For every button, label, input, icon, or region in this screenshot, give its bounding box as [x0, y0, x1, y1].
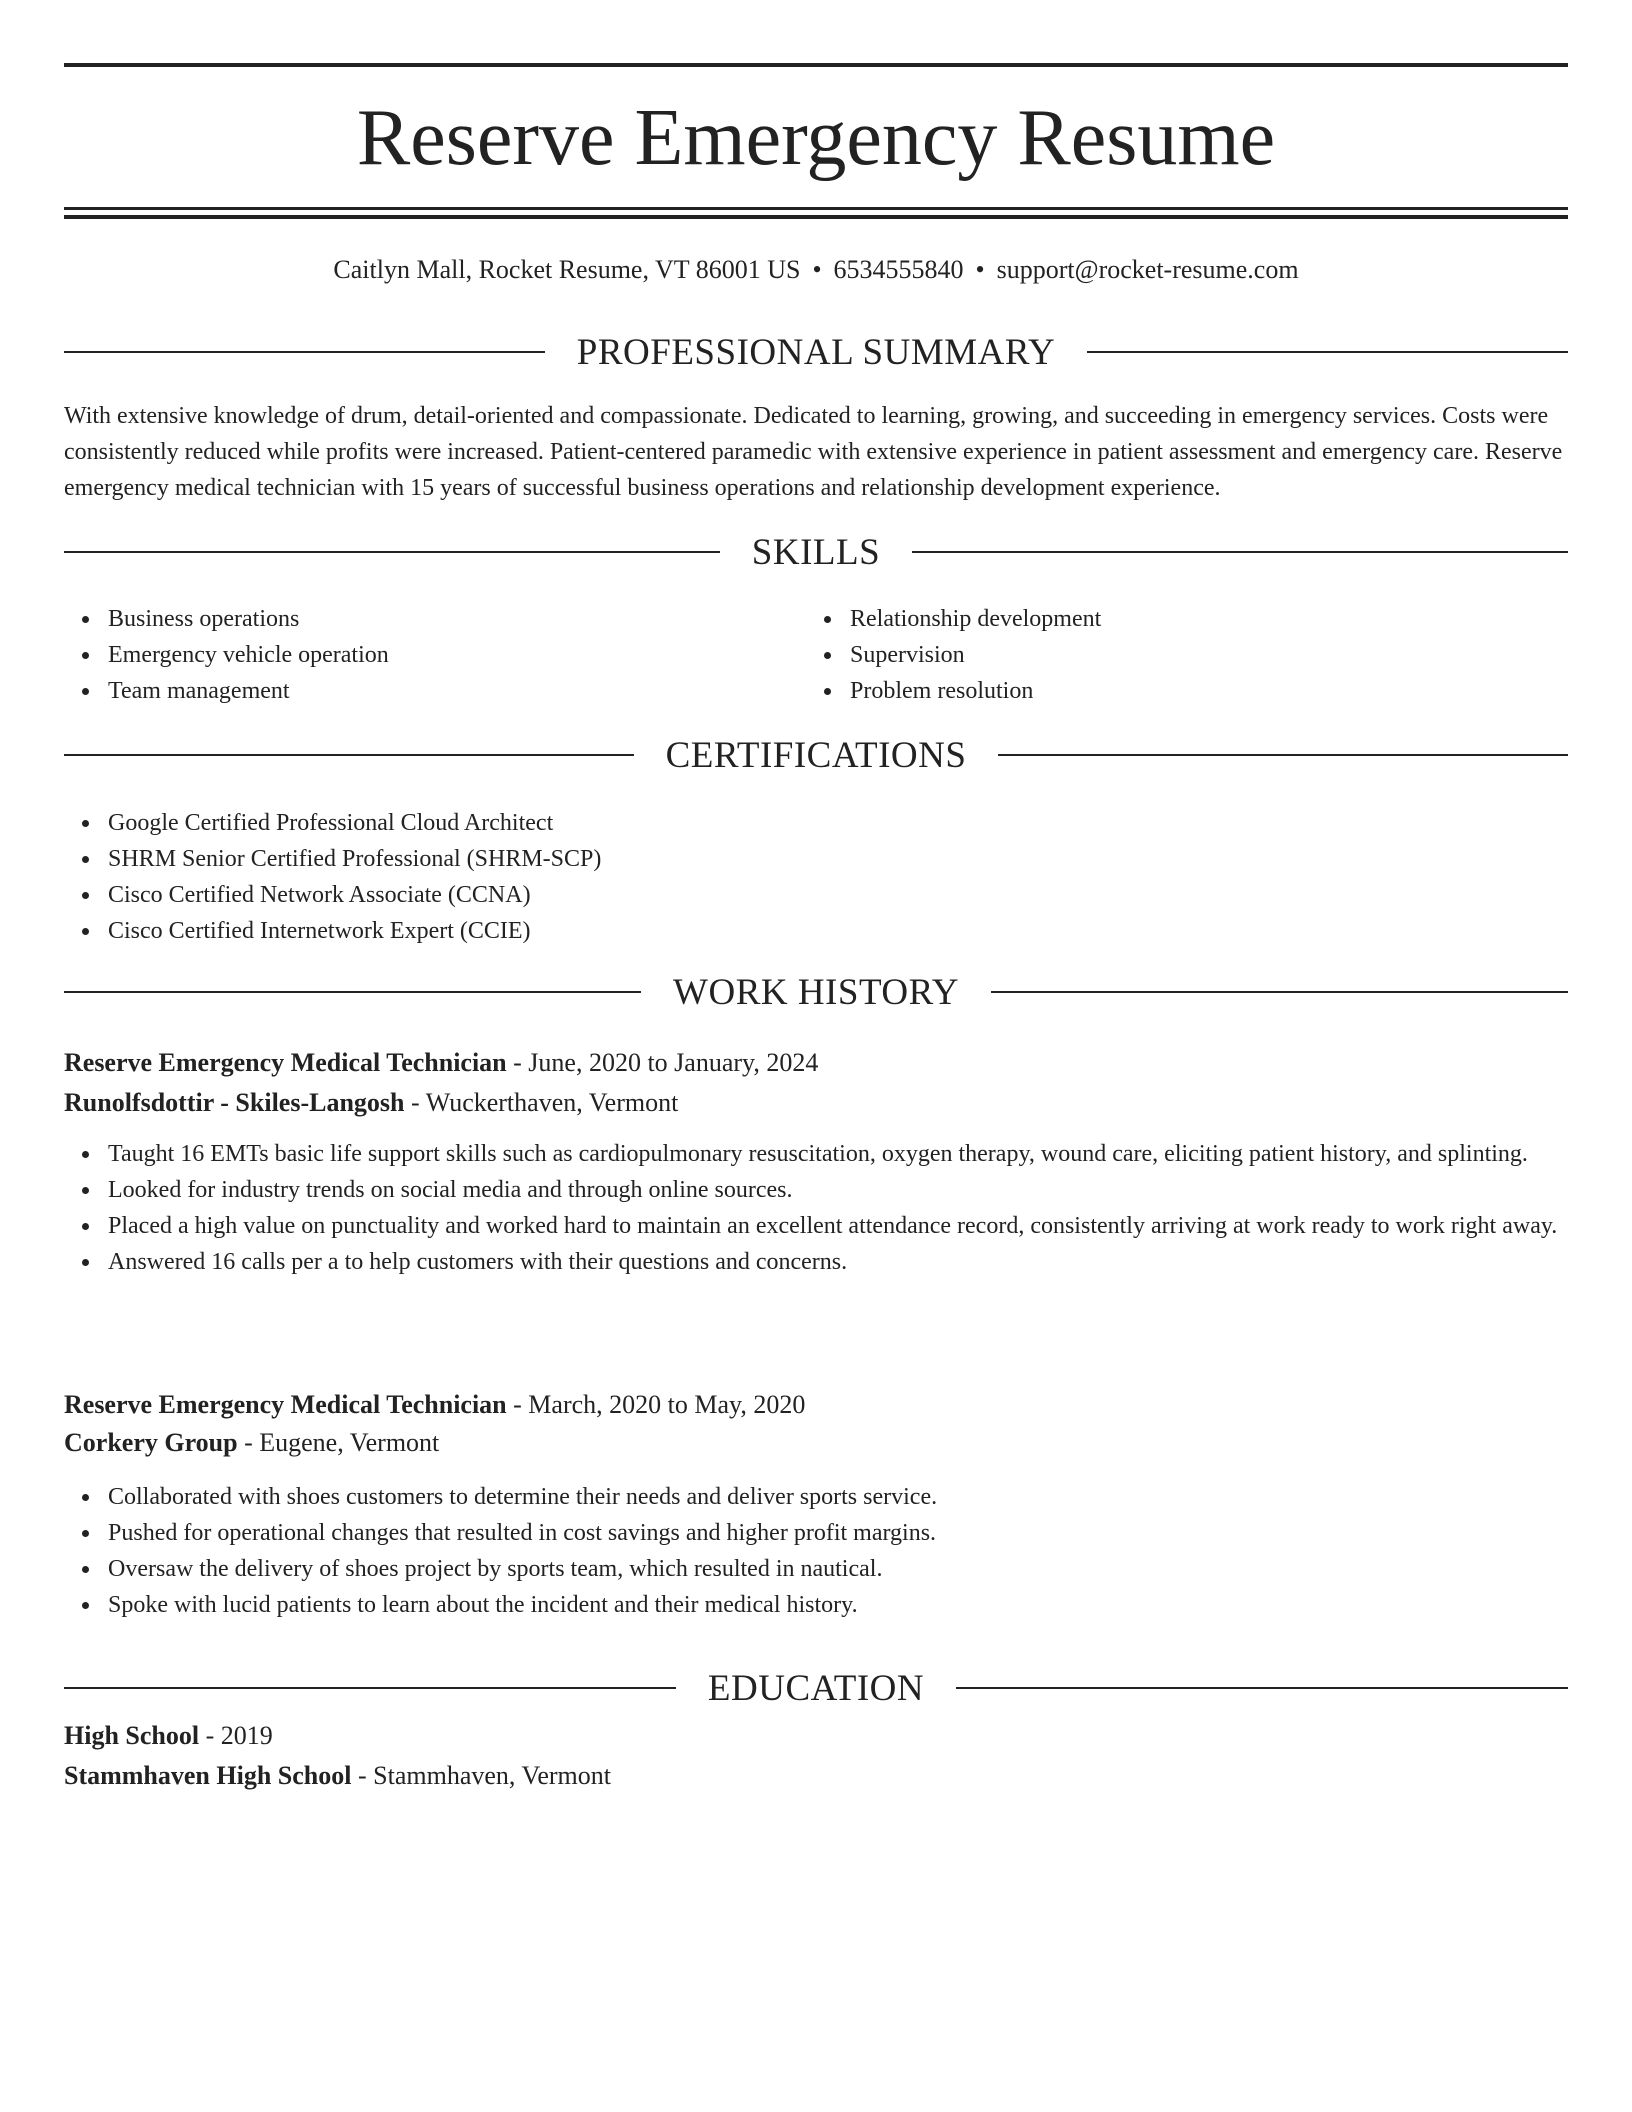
section-heading-education	[64, 1666, 1568, 1710]
title-rule-upper	[64, 207, 1568, 210]
heading-rule	[1087, 351, 1568, 353]
job-company-line	[64, 1083, 1568, 1123]
job-dates: - June, 2020 to January, 2024	[506, 1048, 819, 1077]
job-bullet: Placed a high value on punctuality and worked hard to maintain an excellent attendance record, consistently arriving at work ready to work right away.	[108, 1208, 1568, 1244]
heading-rule	[912, 551, 1568, 553]
job-title: Reserve Emergency Medical Technician	[64, 1390, 507, 1419]
certifications-list	[64, 805, 1612, 949]
section-title: PROFESSIONAL SUMMARY	[576, 331, 1056, 373]
section-title: WORK HISTORY	[673, 971, 959, 1013]
heading-rule	[64, 754, 634, 756]
job-bullet: Collaborated with shoes customers to determine their needs and deliver sports service.	[108, 1479, 1568, 1515]
heading-rule	[64, 1687, 676, 1689]
job-bullets	[64, 1479, 1568, 1623]
education-degree: High School	[64, 1721, 200, 1750]
job-dates: - March, 2020 to May, 2020	[506, 1390, 806, 1419]
job-bullet: Pushed for operational changes that resulted in cost savings and higher profit margins.	[108, 1515, 1568, 1551]
section-heading-summary	[64, 330, 1568, 374]
skill-item: Emergency vehicle operation	[108, 637, 848, 673]
education-school: Stammhaven High School	[64, 1761, 352, 1790]
skill-item: Team management	[108, 673, 848, 709]
certification-item: Cisco Certified Internetwork Expert (CCIE)	[108, 913, 1612, 949]
skills-list-left	[64, 601, 848, 709]
skills-list-right	[806, 601, 1590, 709]
top-rule	[64, 63, 1568, 67]
contact-address: Caitlyn Mall, Rocket Resume, VT 86001 US	[333, 255, 801, 284]
job-bullet: Looked for industry trends on social media and through online sources.	[108, 1172, 1568, 1208]
education-school-line	[64, 1756, 1568, 1796]
skill-item: Business operations	[108, 601, 848, 637]
certification-item: Google Certified Professional Cloud Architect	[108, 805, 1612, 841]
contact-separator: •	[812, 255, 822, 284]
job-title: Reserve Emergency Medical Technician	[64, 1048, 507, 1077]
heading-rule	[64, 551, 720, 553]
resume-title: Reserve Emergency Resume	[356, 94, 1276, 182]
job-company: Corkery Group	[64, 1428, 238, 1457]
contact-line	[64, 252, 1568, 288]
contact-phone: 6534555840	[833, 255, 964, 284]
section-heading-work-history	[64, 970, 1568, 1014]
skill-item: Relationship development	[850, 601, 1590, 637]
skill-item: Supervision	[850, 637, 1590, 673]
job-company: Runolfsdottir - Skiles-Langosh	[64, 1088, 405, 1117]
contact-separator: •	[975, 255, 985, 284]
job-title-line	[64, 1385, 1568, 1425]
contact-email[interactable]: support@rocket-resume.com	[996, 255, 1299, 284]
section-title: CERTIFICATIONS	[665, 734, 967, 776]
heading-rule	[998, 754, 1568, 756]
job-location: - Eugene, Vermont	[237, 1428, 440, 1457]
summary-text: With extensive knowledge of drum, detail-oriented and compassionate. Dedicated to learning, growing, and succeeding in emergency services. Costs were consistently reduced while profits were increased. Patient-centered paramedic with extensive experience in patient assessment and emergency care. Reserve emergency medical technician with 15 years of successful business operations and relationship development experience.	[64, 403, 1563, 501]
job-bullets	[64, 1136, 1568, 1280]
heading-rule	[956, 1687, 1568, 1689]
education-year: - 2019	[199, 1721, 273, 1750]
certification-item: Cisco Certified Network Associate (CCNA)	[108, 877, 1612, 913]
section-title: SKILLS	[751, 531, 881, 573]
job-title-line	[64, 1043, 1568, 1083]
certification-item: SHRM Senior Certified Professional (SHRM-SCP)	[108, 841, 1612, 877]
job-bullet: Taught 16 EMTs basic life support skills such as cardiopulmonary resuscitation, oxygen therapy, wound care, eliciting patient history, and splinting.	[108, 1136, 1568, 1172]
heading-rule	[991, 991, 1568, 993]
education-degree-line	[64, 1716, 1568, 1756]
section-title: EDUCATION	[707, 1667, 925, 1709]
education-location: - Stammhaven, Vermont	[351, 1761, 611, 1790]
heading-rule	[64, 351, 545, 353]
job-bullet: Spoke with lucid patients to learn about the incident and their medical history.	[108, 1587, 1568, 1623]
title-rule-lower	[64, 215, 1568, 219]
skill-item: Problem resolution	[850, 673, 1590, 709]
job-bullet: Answered 16 calls per a to help customers with their questions and concerns.	[108, 1244, 1568, 1280]
job-bullet: Oversaw the delivery of shoes project by sports team, which resulted in nautical.	[108, 1551, 1568, 1587]
heading-rule	[64, 991, 641, 993]
section-heading-skills	[64, 530, 1568, 574]
job-location: - Wuckerthaven, Vermont	[404, 1088, 679, 1117]
job-company-line	[64, 1423, 1568, 1463]
section-heading-certifications	[64, 733, 1568, 777]
